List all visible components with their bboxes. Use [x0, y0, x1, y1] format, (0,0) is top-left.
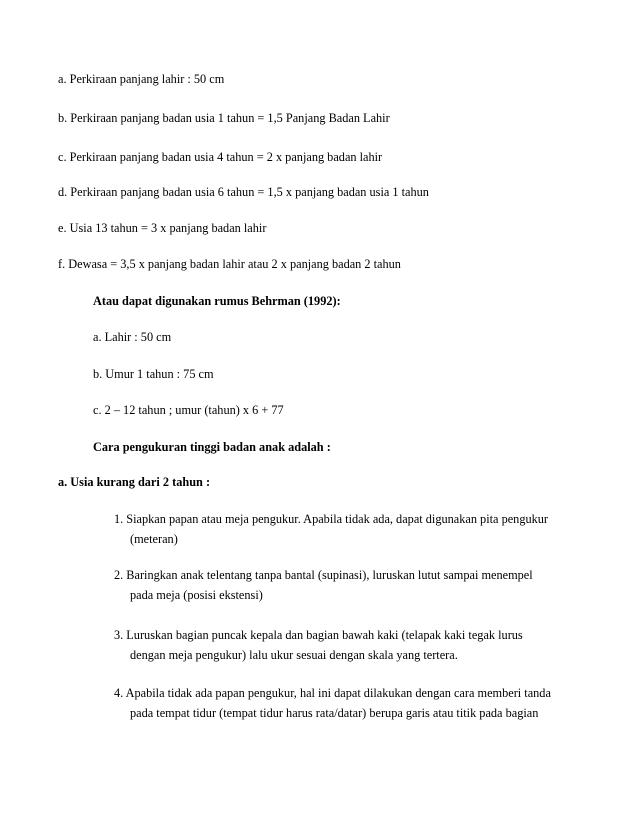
- item-d: d. Perkiraan panjang badan usia 6 tahun = 1,5 x panjang badan usia 1 tahun: [58, 185, 429, 199]
- item-a: a. Perkiraan panjang lahir : 50 cm: [58, 72, 225, 86]
- step-2-line-1: 2. Baringkan anak telentang tanpa bantal (supinasi), luruskan lutut sampai menempel: [114, 568, 533, 582]
- step-2-line-2: pada meja (posisi ekstensi): [130, 588, 263, 602]
- step-3-line-1: 3. Luruskan bagian puncak kepala dan bagian bawah kaki (telapak kaki tegak lurus: [114, 628, 523, 642]
- item-f: f. Dewasa = 3,5 x panjang badan lahir atau 2 x panjang badan 2 tahun: [58, 257, 401, 271]
- behrman-item-b: b. Umur 1 tahun : 75 cm: [93, 367, 214, 381]
- item-c: c. Perkiraan panjang badan usia 4 tahun = 2 x panjang badan lahir: [58, 150, 383, 164]
- item-e: e. Usia 13 tahun = 3 x panjang badan lahir: [58, 221, 267, 235]
- cara-heading: Cara pengukuran tinggi badan anak adalah :: [93, 440, 331, 454]
- behrman-heading: Atau dapat digunakan rumus Behrman (1992):: [93, 294, 341, 308]
- step-4-line-2: pada tempat tidur (tempat tidur harus rata/datar) berupa garis atau titik pada bagian: [130, 706, 539, 720]
- item-b: b. Perkiraan panjang badan usia 1 tahun = 1,5 Panjang Badan Lahir: [58, 111, 390, 125]
- step-4-line-1: 4. Apabila tidak ada papan pengukur, hal ini dapat dilakukan dengan cara memberi tanda: [114, 686, 551, 700]
- usia-heading: a. Usia kurang dari 2 tahun :: [58, 475, 211, 489]
- step-1-line-2: (meteran): [130, 532, 178, 546]
- behrman-item-a: a. Lahir : 50 cm: [93, 330, 172, 344]
- behrman-item-c: c. 2 – 12 tahun ; umur (tahun) x 6 + 77: [93, 403, 284, 417]
- step-3-line-2: dengan meja pengukur) lalu ukur sesuai dengan skala yang tertera.: [130, 648, 458, 662]
- step-1-line-1: 1. Siapkan papan atau meja pengukur. Apabila tidak ada, dapat digunakan pita pengukur: [114, 512, 549, 526]
